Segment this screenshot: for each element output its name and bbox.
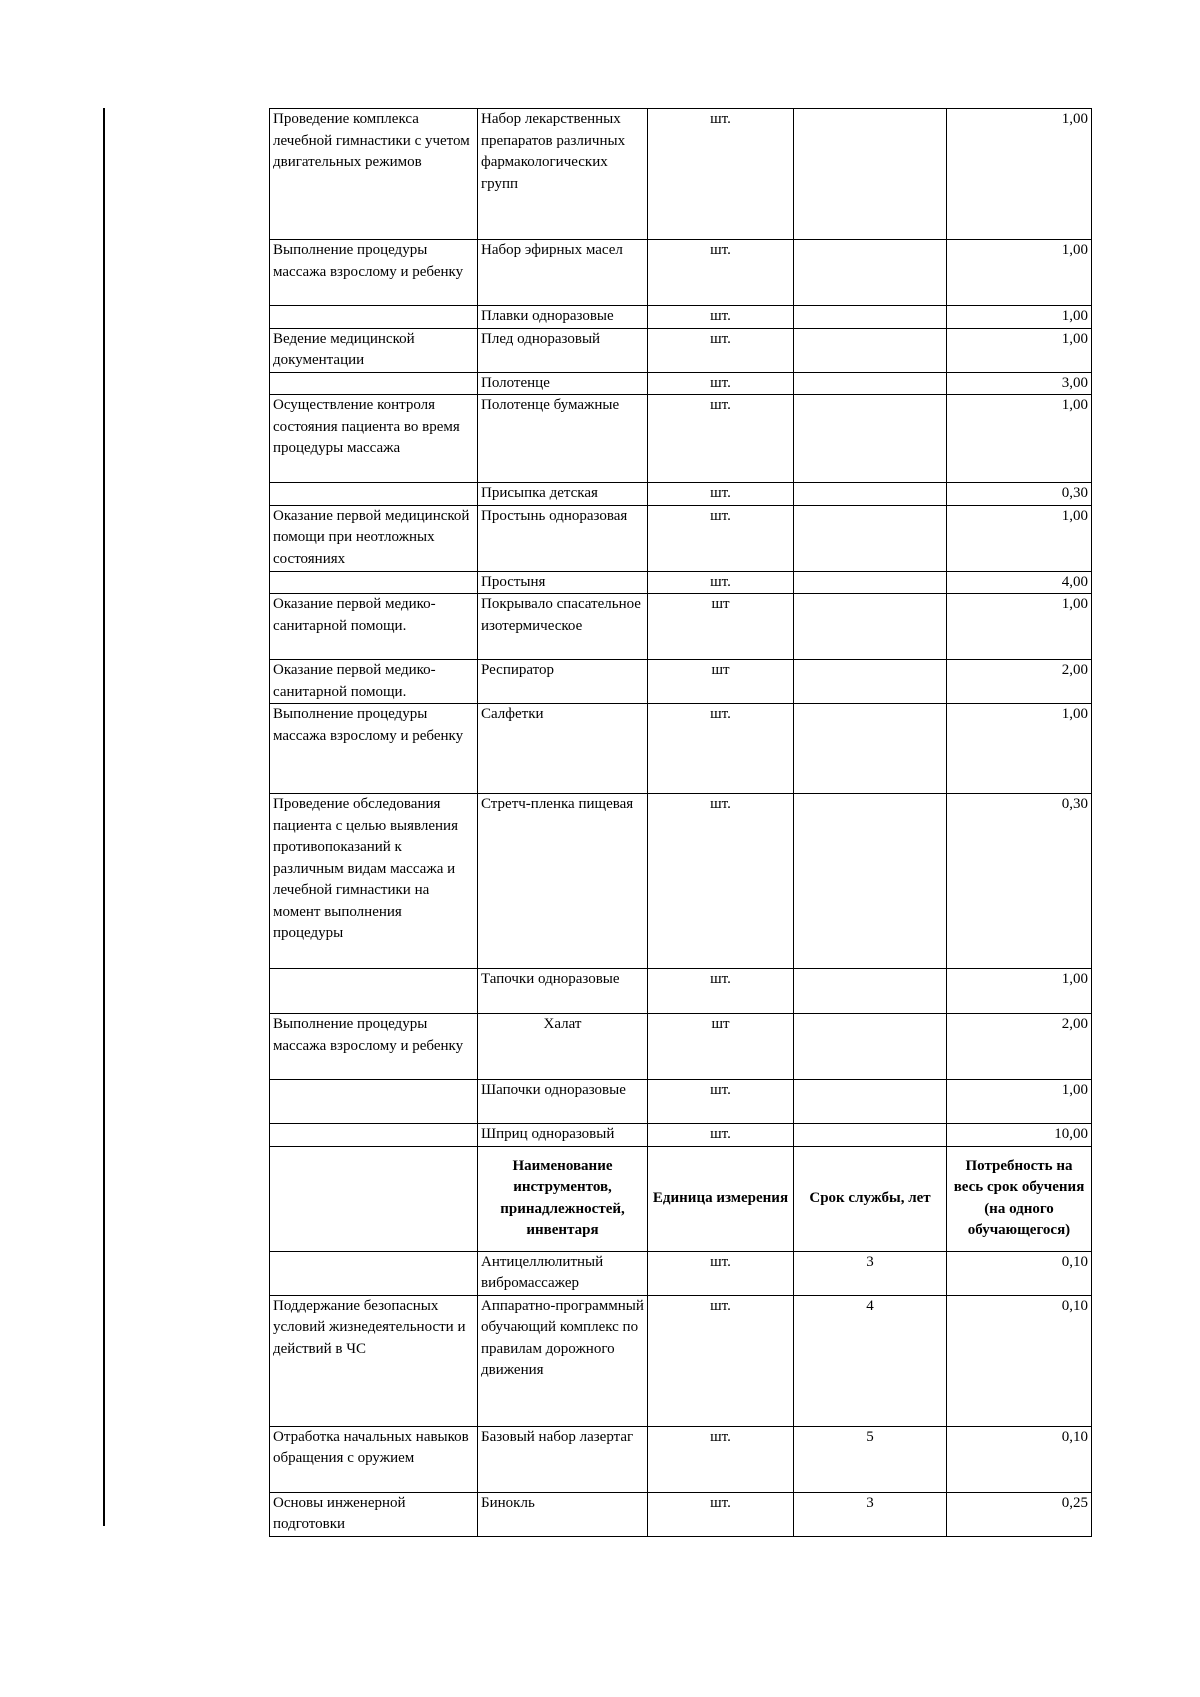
item-cell: Простынь одноразовая	[478, 505, 648, 571]
item-cell: Набор эфирных масел	[478, 240, 648, 306]
table-row	[270, 1426, 1092, 1492]
service-life-cell	[794, 1124, 947, 1147]
unit-cell: шт.	[648, 109, 794, 240]
service-life-cell: 5	[794, 1426, 947, 1492]
table-row	[270, 1251, 1092, 1295]
task-cell	[270, 1124, 478, 1147]
service-life-cell	[794, 1080, 947, 1124]
unit-cell: шт.	[648, 1492, 794, 1536]
unit-cell: шт	[648, 594, 794, 660]
service-life-cell	[794, 328, 947, 372]
task-cell	[270, 1080, 478, 1124]
task-cell: Основы инженерной подготовки	[270, 1492, 478, 1536]
need-cell: 2,00	[947, 1014, 1092, 1080]
item-cell: Тапочки одноразовые	[478, 969, 648, 1014]
item-cell: Халат	[478, 1014, 648, 1080]
need-cell: 1,00	[947, 240, 1092, 306]
need-cell: 3,00	[947, 372, 1092, 395]
need-cell: 0,25	[947, 1492, 1092, 1536]
task-cell	[270, 571, 478, 594]
unit-cell: шт.	[648, 1124, 794, 1147]
need-cell: 10,00	[947, 1124, 1092, 1147]
task-cell: Оказание первой медико-санитарной помощи.	[270, 594, 478, 660]
unit-cell: шт.	[648, 395, 794, 483]
need-cell: 1,00	[947, 969, 1092, 1014]
unit-cell: шт.	[648, 1080, 794, 1124]
table-row	[270, 109, 1092, 240]
task-cell: Ведение медицинской документации	[270, 328, 478, 372]
task-cell	[270, 306, 478, 329]
unit-cell: шт.	[648, 328, 794, 372]
table-row	[270, 240, 1092, 306]
task-cell	[270, 372, 478, 395]
service-life-cell	[794, 306, 947, 329]
service-life-cell	[794, 483, 947, 506]
need-cell: 1,00	[947, 109, 1092, 240]
page-left-rule	[103, 108, 105, 1526]
table-row	[270, 594, 1092, 660]
task-cell: Выполнение процедуры массажа взрослому и ребенку	[270, 240, 478, 306]
header-col-need: Потребность на весь срок обучения (на одного обучающегося)	[947, 1146, 1092, 1251]
need-cell: 1,00	[947, 395, 1092, 483]
table-row	[270, 571, 1092, 594]
item-cell: Полотенце	[478, 372, 648, 395]
service-life-cell	[794, 704, 947, 794]
task-cell	[270, 969, 478, 1014]
table-row	[270, 1014, 1092, 1080]
task-cell: Отработка начальных навыков обращения с оружием	[270, 1426, 478, 1492]
need-cell: 1,00	[947, 505, 1092, 571]
unit-cell: шт.	[648, 704, 794, 794]
need-cell: 4,00	[947, 571, 1092, 594]
item-cell: Простыня	[478, 571, 648, 594]
table-row	[270, 328, 1092, 372]
service-life-cell: 4	[794, 1295, 947, 1426]
task-cell: Проведение обследования пациента с целью выявления противопоказаний к различным видам массажа и лечебной гимнастики на момент выполнения процедуры	[270, 794, 478, 969]
unit-cell: шт.	[648, 505, 794, 571]
unit-cell: шт.	[648, 1251, 794, 1295]
service-life-cell	[794, 660, 947, 704]
need-cell: 1,00	[947, 594, 1092, 660]
need-cell: 0,30	[947, 483, 1092, 506]
service-life-cell	[794, 1014, 947, 1080]
service-life-cell	[794, 594, 947, 660]
table-row	[270, 794, 1092, 969]
task-cell: Оказание первой медицинской помощи при неотложных состояниях	[270, 505, 478, 571]
item-cell: Плед одноразовый	[478, 328, 648, 372]
item-cell: Шприц одноразовый	[478, 1124, 648, 1147]
need-cell: 1,00	[947, 1080, 1092, 1124]
service-life-cell	[794, 395, 947, 483]
need-cell: 0,30	[947, 794, 1092, 969]
task-cell: Поддержание безопасных условий жизнедеятельности и действий в ЧС	[270, 1295, 478, 1426]
unit-cell: шт.	[648, 483, 794, 506]
header-col-item: Наименование инструментов, принадлежностей, инвентаря	[478, 1146, 648, 1251]
table-row	[270, 306, 1092, 329]
item-cell: Базовый набор лазертаг	[478, 1426, 648, 1492]
unit-cell: шт	[648, 660, 794, 704]
service-life-cell	[794, 372, 947, 395]
need-cell: 0,10	[947, 1251, 1092, 1295]
table-row	[270, 1492, 1092, 1536]
table-row	[270, 969, 1092, 1014]
equipment-table	[269, 108, 1092, 1537]
task-cell: Оказание первой медико-санитарной помощи.	[270, 660, 478, 704]
task-cell: Выполнение процедуры массажа взрослому и ребенку	[270, 1014, 478, 1080]
table-row	[270, 1080, 1092, 1124]
item-cell: Респиратор	[478, 660, 648, 704]
item-cell: Покрывало спасательное изотермическое	[478, 594, 648, 660]
task-cell	[270, 1251, 478, 1295]
service-life-cell: 3	[794, 1492, 947, 1536]
header-col-unit: Единица измерения	[648, 1146, 794, 1251]
service-life-cell	[794, 109, 947, 240]
need-cell: 0,10	[947, 1295, 1092, 1426]
service-life-cell: 3	[794, 1251, 947, 1295]
task-cell: Проведение комплекса лечебной гимнастики с учетом двигательных режимов	[270, 109, 478, 240]
item-cell: Аппаратно-программный обучающий комплекс по правилам дорожного движения	[478, 1295, 648, 1426]
unit-cell: шт.	[648, 794, 794, 969]
need-cell: 1,00	[947, 704, 1092, 794]
table-row	[270, 1295, 1092, 1426]
need-cell: 1,00	[947, 306, 1092, 329]
header-col-service-life: Срок службы, лет	[794, 1146, 947, 1251]
task-cell: Осуществление контроля состояния пациента во время процедуры массажа	[270, 395, 478, 483]
unit-cell: шт.	[648, 240, 794, 306]
unit-cell: шт.	[648, 1426, 794, 1492]
item-cell: Шапочки одноразовые	[478, 1080, 648, 1124]
service-life-cell	[794, 571, 947, 594]
table-header-row	[270, 1146, 1092, 1251]
need-cell: 0,10	[947, 1426, 1092, 1492]
unit-cell: шт	[648, 1014, 794, 1080]
table-row	[270, 660, 1092, 704]
task-cell	[270, 483, 478, 506]
item-cell: Присыпка детская	[478, 483, 648, 506]
unit-cell: шт.	[648, 1295, 794, 1426]
item-cell: Плавки одноразовые	[478, 306, 648, 329]
item-cell: Набор лекарственных препаратов различных фармакологических групп	[478, 109, 648, 240]
item-cell: Стретч-пленка пищевая	[478, 794, 648, 969]
need-cell: 2,00	[947, 660, 1092, 704]
table-row	[270, 1124, 1092, 1147]
service-life-cell	[794, 969, 947, 1014]
item-cell: Полотенце бумажные	[478, 395, 648, 483]
need-cell: 1,00	[947, 328, 1092, 372]
header-col-task	[270, 1146, 478, 1251]
unit-cell: шт.	[648, 306, 794, 329]
unit-cell: шт.	[648, 372, 794, 395]
table-row	[270, 395, 1092, 483]
service-life-cell	[794, 505, 947, 571]
table-row	[270, 483, 1092, 506]
service-life-cell	[794, 794, 947, 969]
task-cell: Выполнение процедуры массажа взрослому и ребенку	[270, 704, 478, 794]
table-row	[270, 505, 1092, 571]
table-row	[270, 372, 1092, 395]
item-cell: Бинокль	[478, 1492, 648, 1536]
unit-cell: шт.	[648, 969, 794, 1014]
table-row	[270, 704, 1092, 794]
service-life-cell	[794, 240, 947, 306]
unit-cell: шт.	[648, 571, 794, 594]
item-cell: Салфетки	[478, 704, 648, 794]
item-cell: Антицеллюлитный вибромассажер	[478, 1251, 648, 1295]
